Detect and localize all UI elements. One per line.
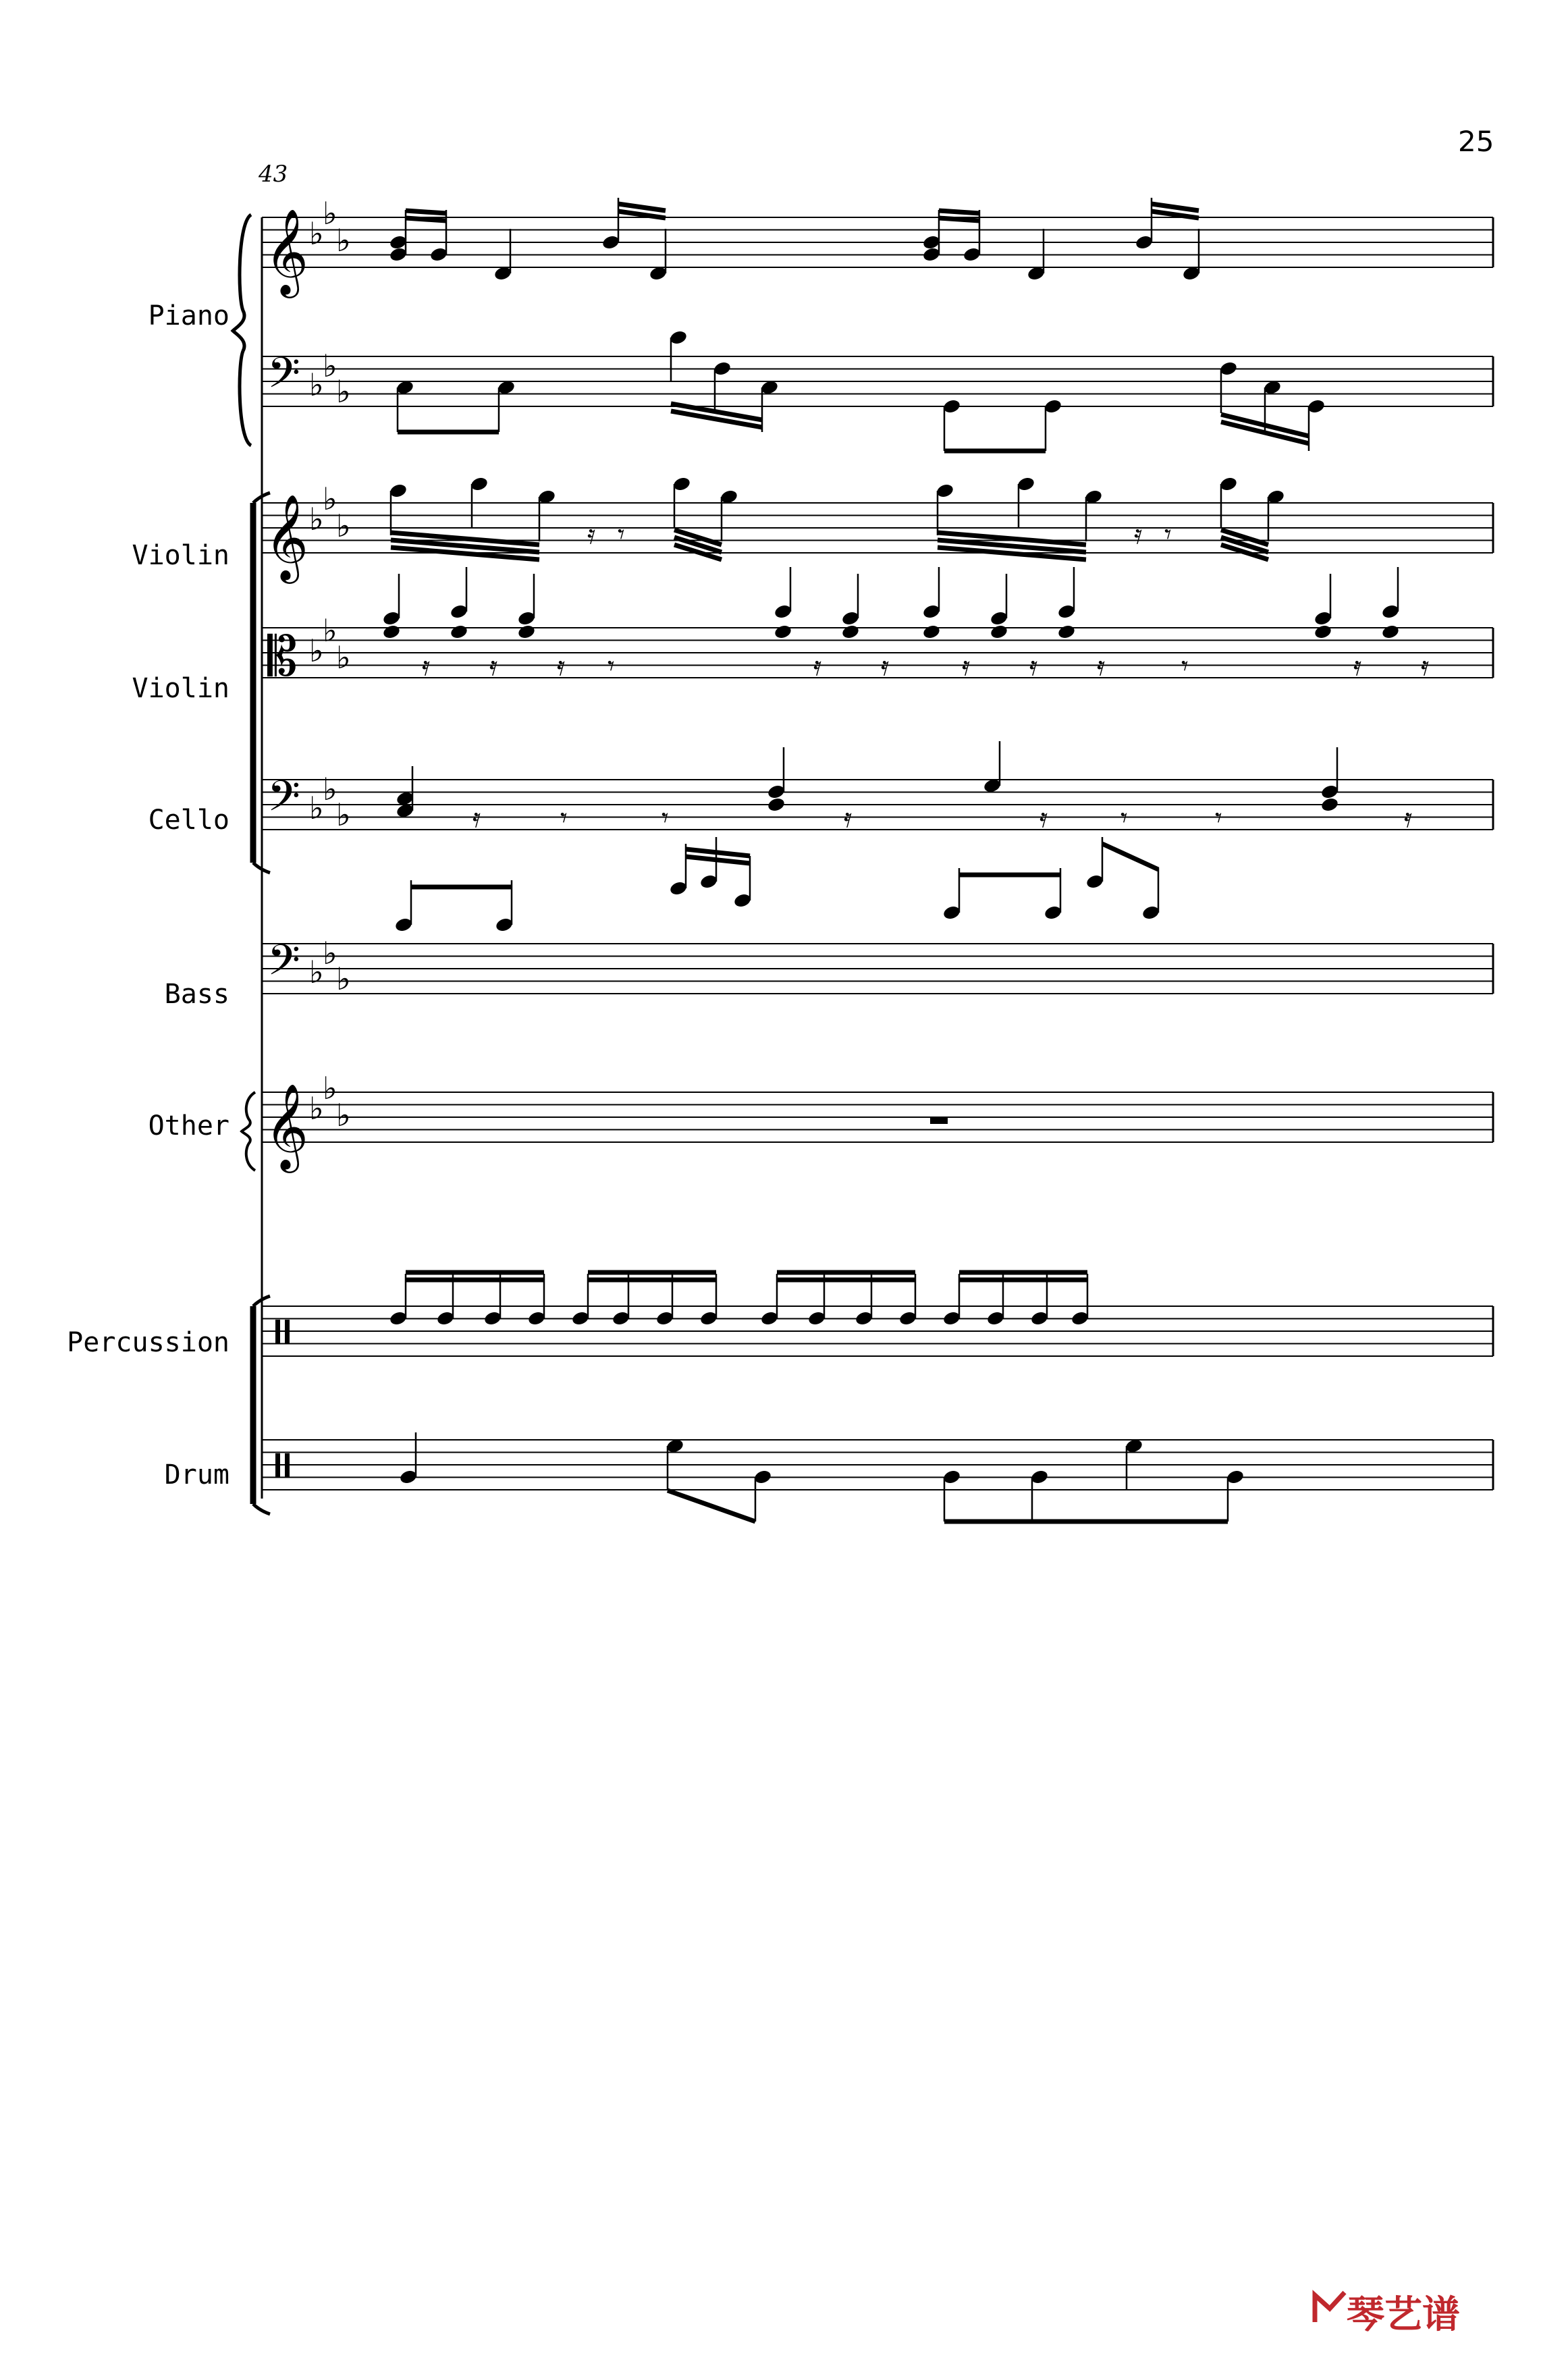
rest-icon: 𝄿 (1097, 651, 1106, 682)
rest-icon: 𝄾 (1215, 803, 1222, 834)
instrument-label-violin-2: Violin (132, 673, 229, 704)
violin-2-staff (262, 628, 1493, 678)
flat-icon: ♭ (323, 1070, 337, 1106)
measure-number: 43 (259, 161, 288, 188)
note-beam (939, 211, 979, 213)
rest-icon: 𝄿 (813, 651, 822, 682)
piano-bass-staff (262, 356, 1493, 406)
rest-icon: 𝄿 (1029, 651, 1038, 682)
note-beam (686, 849, 750, 856)
cello-staff (262, 780, 1493, 830)
rest-icon: 𝄿 (1039, 803, 1048, 834)
flat-icon: ♭ (336, 508, 351, 544)
flat-icon: ♭ (323, 612, 337, 649)
note-head (990, 624, 1008, 640)
flat-icon: ♭ (323, 481, 337, 517)
rest-icon: 𝄾 (1164, 519, 1172, 550)
rest-icon: 𝄾 (607, 651, 615, 682)
flat-icon: ♭ (336, 797, 351, 833)
bass-clef-icon: 𝄢 (267, 935, 300, 995)
instrument-label-cello: Cello (148, 805, 229, 836)
note-head (841, 624, 860, 640)
brace-icon (233, 215, 251, 446)
bass-staff (262, 944, 1493, 994)
note-beam (1152, 204, 1199, 211)
flat-icon: ♭ (323, 935, 337, 971)
bass-clef-icon: 𝄢 (267, 348, 300, 408)
note-beam (668, 1490, 755, 1522)
rest-icon: 𝄿 (472, 803, 481, 834)
other-staff (262, 1092, 1493, 1142)
note-head (774, 624, 792, 640)
instrument-label-other: Other (148, 1110, 229, 1141)
rest-icon: 𝄿 (489, 651, 498, 682)
note-head (1381, 624, 1400, 640)
note-head (517, 624, 536, 640)
flat-icon: ♭ (323, 348, 337, 384)
note-head (1314, 624, 1332, 640)
rest-icon: 𝄾 (661, 803, 669, 834)
rest-icon: 𝄾 (1181, 651, 1189, 682)
percussion-clef-icon (275, 1320, 280, 1344)
instrument-label-percussion: Percussion (67, 1327, 229, 1358)
flat-icon: ♭ (336, 373, 351, 410)
watermark-logo-icon (1309, 2288, 1350, 2332)
note-head (767, 797, 786, 813)
flat-icon: ♭ (309, 501, 324, 537)
instrument-label-drum: Drum (164, 1459, 229, 1490)
instrument-label-piano: Piano (148, 300, 229, 331)
rest-icon: 𝄿 (881, 651, 890, 682)
treble-clef-icon: 𝄞 (265, 493, 309, 580)
flat-icon: ♭ (336, 1097, 351, 1133)
rest-icon: 𝄾 (618, 519, 625, 550)
flat-icon: ♭ (309, 367, 324, 403)
bass-clef-icon: 𝄢 (267, 771, 300, 831)
note-head (1057, 624, 1076, 640)
flat-icon: ♭ (336, 222, 351, 259)
rest-icon: 𝄿 (962, 651, 971, 682)
flat-icon: ♭ (336, 961, 351, 997)
note-beam (1102, 844, 1158, 869)
flat-icon: ♭ (336, 639, 351, 676)
percussion-clef-icon (275, 1453, 280, 1478)
rest-icon: 𝄿 (1404, 803, 1413, 834)
note-beam (406, 211, 446, 213)
flat-icon: ♭ (309, 954, 324, 990)
alto-clef-icon: 𝄡 (267, 625, 298, 688)
page-number: 25 (1458, 125, 1494, 158)
treble-clef-icon: 𝄞 (265, 208, 309, 294)
flat-icon: ♭ (309, 1090, 324, 1127)
note-head (450, 624, 468, 640)
drum-staff (262, 1440, 1493, 1490)
rest-icon: 𝄿 (844, 803, 853, 834)
note-head (382, 624, 401, 640)
note-beam (939, 218, 979, 221)
flat-icon: ♭ (309, 790, 324, 826)
treble-clef-icon: 𝄞 (265, 1083, 309, 1169)
instrument-label-violin: Violin (132, 540, 229, 571)
flat-icon: ♭ (323, 771, 337, 807)
note-beam (406, 218, 446, 221)
flat-icon: ♭ (323, 195, 337, 232)
rest-icon: 𝄿 (1421, 651, 1430, 682)
brace-icon (242, 1092, 255, 1170)
rest-icon: 𝄿 (1134, 519, 1143, 550)
note-beam (618, 204, 666, 211)
watermark-text: 琴艺谱 (1347, 2293, 1460, 2337)
rest-icon: 𝄾 (560, 803, 568, 834)
rest-icon: 𝄾 (1120, 803, 1128, 834)
instrument-label-bass: Bass (164, 979, 229, 1010)
flat-icon: ♭ (309, 215, 324, 252)
rest-icon: 𝄿 (557, 651, 566, 682)
whole-rest-icon (930, 1117, 948, 1124)
rest-icon: 𝄿 (422, 651, 431, 682)
rest-icon: 𝄿 (1353, 651, 1362, 682)
note-beam (686, 857, 750, 863)
rest-icon: 𝄿 (587, 519, 596, 550)
note-head (922, 624, 941, 640)
note-head (1320, 797, 1339, 813)
flat-icon: ♭ (309, 633, 324, 669)
